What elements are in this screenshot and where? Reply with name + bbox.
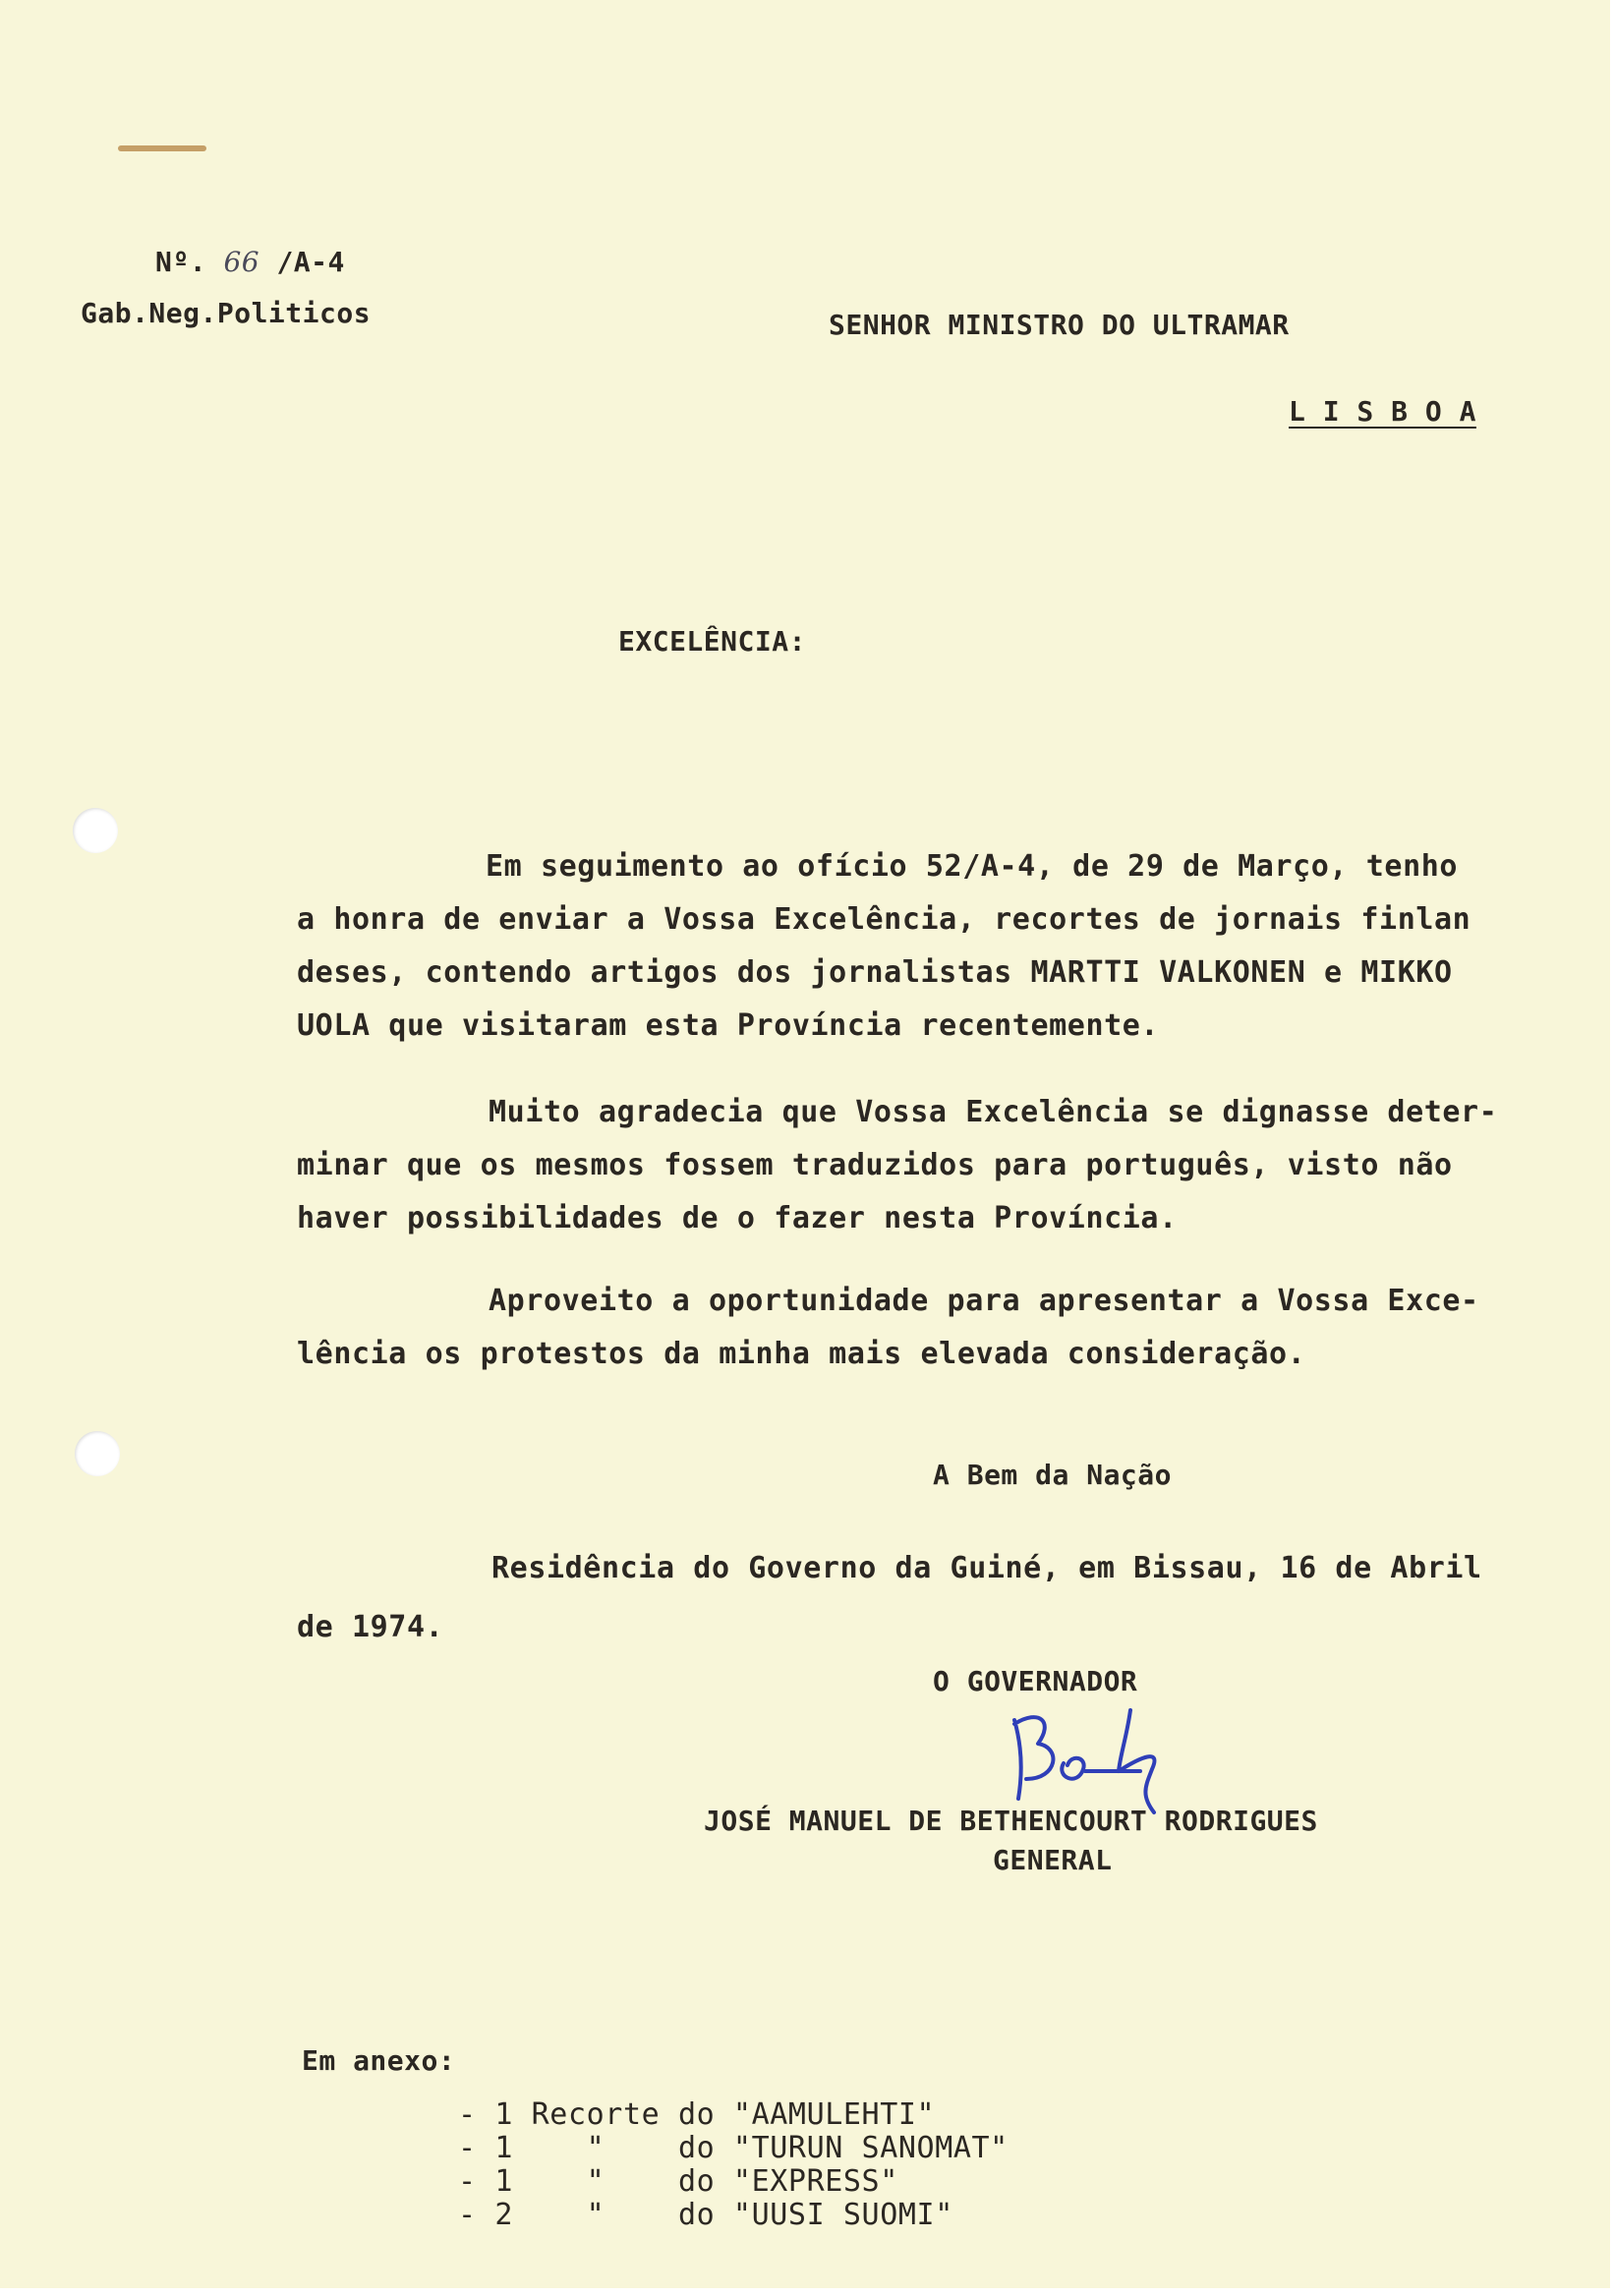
reference-number	[155, 246, 345, 278]
punch-hole	[75, 1431, 120, 1476]
page-edge	[1610, 0, 1615, 2296]
signature	[993, 1689, 1189, 1816]
annex-item: - 1 " do "EXPRESS"	[458, 2164, 898, 2199]
signer-name: JOSÉ MANUEL DE BETHENCOURT RODRIGUES	[704, 1805, 1318, 1837]
place-date-line: de 1974.	[297, 1610, 444, 1644]
motto: A Bem da Nação	[933, 1459, 1173, 1491]
staple-mark	[118, 145, 206, 151]
ref-prefix: Nº.	[155, 246, 207, 278]
paragraph-line: UOLA que visitaram esta Província recentemente.	[297, 1008, 1160, 1043]
paragraph-line: lência os protestos da minha mais elevada consideração.	[297, 1337, 1306, 1371]
annex-item: - 1 Recorte do "AAMULEHTI"	[458, 2097, 936, 2132]
paragraph-line: a honra de enviar a Vossa Excelência, recortes de jornais finlan	[297, 902, 1471, 937]
punch-hole	[73, 808, 118, 853]
paragraph-line: haver possibilidades de o fazer nesta Província.	[297, 1201, 1178, 1235]
ref-handwritten: 66	[223, 246, 260, 278]
addressee: SENHOR MINISTRO DO ULTRAMAR	[829, 309, 1290, 341]
paragraph-line: Muito agradecia que Vossa Excelência se dignasse deter-	[489, 1095, 1498, 1129]
signer-rank: GENERAL	[993, 1844, 1113, 1876]
salutation: EXCELÊNCIA:	[618, 625, 806, 658]
paragraph-line: Aproveito a oportunidade para apresentar a Vossa Exce-	[489, 1284, 1479, 1318]
paragraph-line: minar que os mesmos fossem traduzidos para português, visto não	[297, 1148, 1453, 1182]
annex-heading: Em anexo:	[302, 2044, 456, 2077]
page-edge	[0, 2288, 1615, 2296]
paragraph-line: deses, contendo artigos dos jornalistas MARTTI VALKONEN e MIKKO	[297, 955, 1453, 990]
department: Gab.Neg.Politicos	[81, 297, 372, 329]
annex-item: - 2 " do "UUSI SUOMI"	[458, 2198, 953, 2232]
annex-item: - 1 " do "TURUN SANOMAT"	[458, 2131, 1009, 2165]
signer-title: O GOVERNADOR	[933, 1665, 1138, 1697]
ref-suffix: /A-4	[276, 246, 345, 278]
city: L I S B O A	[1289, 395, 1476, 428]
place-date-line: Residência do Governo da Guiné, em Bissau, 16 de Abril	[491, 1551, 1482, 1585]
paragraph-line: Em seguimento ao ofício 52/A-4, de 29 de Março, tenho	[486, 849, 1459, 884]
